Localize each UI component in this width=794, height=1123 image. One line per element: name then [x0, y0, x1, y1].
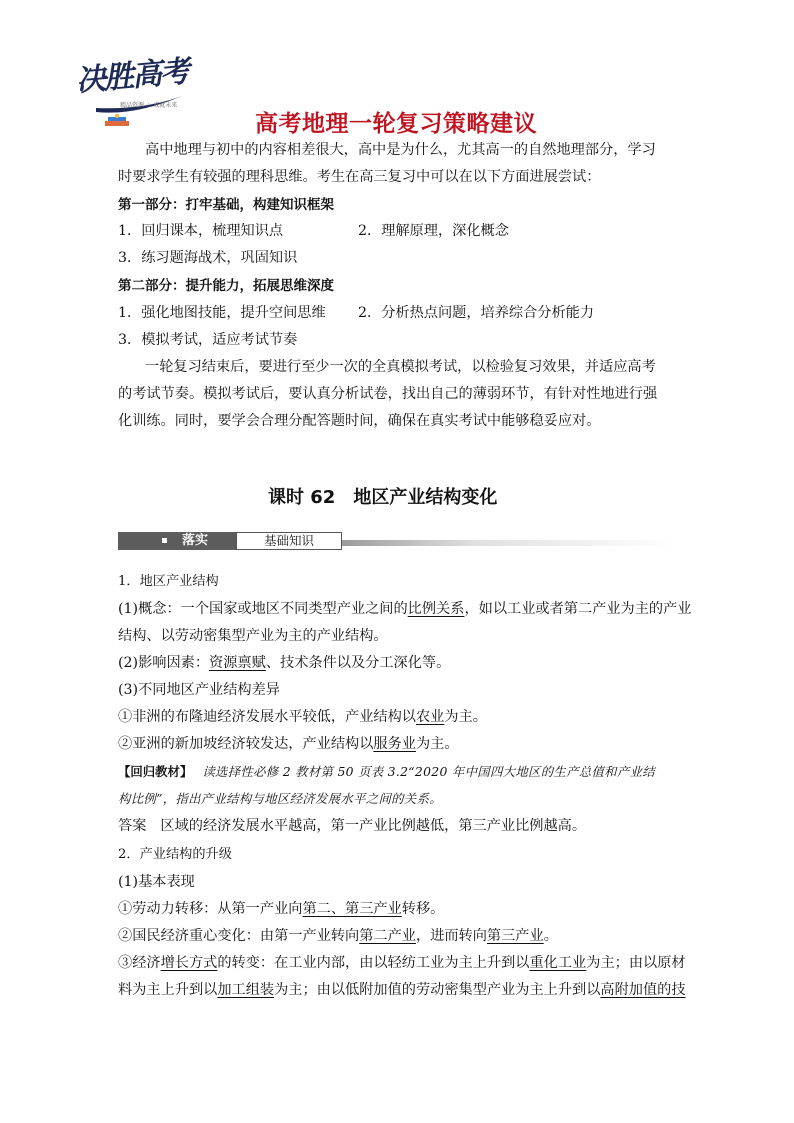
- growth2-answer-2: 高附加值的技: [600, 982, 686, 998]
- part1-heading: 第一部分：打牢基础，构建知识框架: [118, 197, 334, 213]
- concept-line-2: 结构、以劳动密集型产业为主的产业结构。: [118, 628, 388, 644]
- concept-line-1: [118, 599, 691, 619]
- factors-answer: 资源禀赋: [209, 655, 266, 671]
- intro-line-1: 高中地理与初中的内容相差很大，高中是为什么，尤其高一的自然地理部分，学习: [145, 142, 656, 158]
- document-title: 高考地理一轮复习策略建议: [255, 111, 537, 137]
- banner-gradient-bar: [340, 540, 676, 546]
- factors-line: [118, 653, 450, 673]
- return-line-1: [118, 762, 655, 782]
- diff2-text-a: ②亚洲的新加坡经济较发达，产业结构以: [118, 736, 374, 752]
- logo-text: 决胜高考: [74, 54, 190, 99]
- growth-line-2: [118, 980, 686, 1000]
- lesson-title: 课时 62 地区产业结构变化: [268, 487, 498, 508]
- center-line: [118, 926, 558, 946]
- labor-text-b: 转移。: [401, 901, 445, 917]
- return-text-1: 读选择性必修 2 教材第 50 页表 3.2“2020 年中国四大地区的生产总值和产业结: [202, 764, 655, 779]
- part2-heading: 第二部分：提升能力，拓展思维深度: [118, 278, 334, 294]
- difference-line-1: [118, 707, 487, 727]
- factors-text-a: (2)影响因素：: [118, 655, 210, 671]
- banner-dark-block: [118, 532, 236, 550]
- logo: [74, 56, 192, 130]
- closing-line-2: 的考试节奏。模拟考试后，要认真分析试卷，找出自己的薄弱环节，有针对性地进行强: [118, 386, 658, 402]
- answer-text: 区域的经济发展水平越高，第一产业比例越低，第三产业比例越高。: [160, 818, 587, 834]
- intro-line-2: 时要求学生有较强的理科思维。考生在高三复习中可以在以下方面进展尝试：: [118, 169, 601, 185]
- banner-dark-label: 落实: [182, 533, 209, 548]
- logo-subtitle: 精品资源 ☆ 成就未来: [120, 102, 178, 109]
- part2-item-2: 2．分析热点问题，培养综合分析能力: [358, 305, 595, 321]
- factors-text-b: 、技术条件以及分工深化等。: [265, 655, 451, 671]
- square-bullet-icon: [162, 538, 167, 543]
- growth-text-a: ③经济: [118, 955, 161, 971]
- part1-item-1: 1．回归课本，梳理知识点: [118, 223, 284, 239]
- logo-books-icon: [104, 114, 130, 128]
- growth-answer-1: 增长方式: [160, 955, 218, 971]
- growth2-answer-1: 加工组装: [217, 982, 275, 998]
- diff1-answer: 农业: [415, 709, 445, 725]
- closing-line-1: 一轮复习结束后，要进行至少一次的全真模拟考试，以检验复习效果，并适应高考: [145, 359, 656, 375]
- answer-line: [118, 816, 586, 836]
- growth-text-c: 为主；由以原材: [586, 955, 686, 971]
- diff2-answer: 服务业: [373, 736, 416, 752]
- basic-heading: (1)基本表现: [118, 874, 195, 890]
- part2-item-1: 1．强化地图技能，提升空间思维: [118, 305, 326, 321]
- concept-text-b: ，如以工业或者第二产业为主的产业: [464, 601, 692, 617]
- diff1-text-b: 为主。: [444, 709, 487, 725]
- diff1-text-a: ①非洲的布隆迪经济发展水平较低，产业结构以: [118, 709, 416, 725]
- center-text-c: 。: [543, 928, 558, 944]
- banner-light-label: 基础知识: [236, 532, 342, 550]
- difference-heading: (3)不同地区产业结构差异: [118, 682, 280, 698]
- growth-text-b: 的转变：在工业内部，由以轻纺工业为主上升到以: [217, 955, 530, 971]
- center-text-b: ，进而转向: [415, 928, 487, 944]
- growth2-text-b: 为主；由以低附加值的劳动密集型产业为主上升到以: [274, 982, 601, 998]
- concept-text-a: (1)概念：一个国家或地区不同类型产业之间的: [118, 601, 408, 617]
- answer-label: 答案: [118, 818, 147, 834]
- section2-heading: 2．产业结构的升级: [118, 847, 232, 862]
- growth2-text-a: 料为主上升到以: [118, 982, 218, 998]
- return-line-2: 构比例”，指出产业结构与地区经济发展水平之间的关系。: [118, 791, 442, 806]
- center-answer-2: 第三产业: [486, 928, 544, 944]
- closing-line-3: 化训练。同时，要学会合理分配答题时间，确保在真实考试中能够稳妥应对。: [118, 413, 601, 429]
- growth-line-1: [118, 953, 686, 973]
- growth-answer-2: 重化工业: [529, 955, 587, 971]
- return-label: 【回归教材】: [118, 764, 193, 779]
- labor-line: [118, 899, 444, 919]
- section-banner: [118, 532, 676, 552]
- center-answer-1: 第二产业: [359, 928, 416, 944]
- concept-answer: 比例关系: [407, 601, 465, 617]
- part2-item-3: 3．模拟考试，适应考试节奏: [118, 332, 298, 348]
- center-text-a: ②国民经济重心变化：由第一产业转向: [118, 928, 360, 944]
- labor-text-a: ①劳动力转移：从第一产业向: [118, 901, 303, 917]
- difference-line-2: [118, 734, 459, 754]
- part1-item-2: 2．理解原理，深化概念: [358, 223, 509, 239]
- part1-item-3: 3．练习题海战术，巩固知识: [118, 250, 298, 266]
- labor-answer: 第二、第三产业: [302, 901, 402, 917]
- diff2-text-b: 为主。: [415, 736, 459, 752]
- section1-heading: 1．地区产业结构: [118, 574, 219, 589]
